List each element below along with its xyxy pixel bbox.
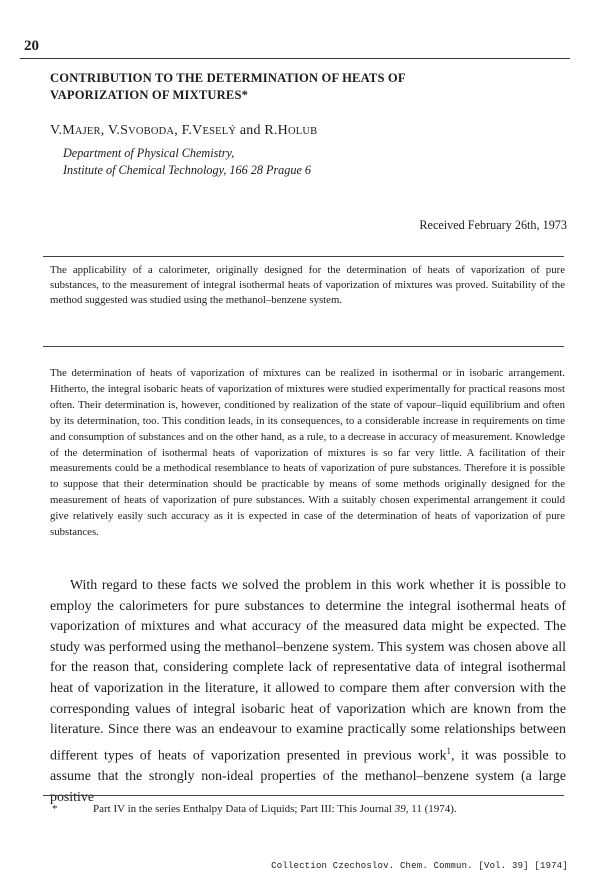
footnote-volume: 39 xyxy=(394,803,406,815)
footnote-text: Part IV in the series Enthalpy Data of Liquids; Part III: This Journal xyxy=(93,803,395,815)
received-date: Received February 26th, 1973 xyxy=(419,218,567,232)
affiliation-institute: Institute of Chemical Technology, 166 28 Prague 6 xyxy=(63,163,312,177)
header-rule xyxy=(20,58,570,59)
footnote-rule xyxy=(43,795,564,796)
body-text-continued: , it was possible to assume that the strongly non-ideal properties of the methanol–benzene system (a large positive xyxy=(50,748,566,805)
introduction-paragraph: The determination of heats of vaporization of mixtures can be realized in isothermal or in isobaric arrangement. Hitherto, the integral isobaric heats of vaporization of mixtures were studied experimentally for practical reasons most often. Their determination is, however, conditioned by realization of the state of vapour–liquid equilibrium and often by its determination, too. This condition leads, in its consequences, to a considerable increase in requirements on time and consumption of substances and on the other hand, as a rule, to a decrease in accuracy of measurement. Knowledge of the determination of isothermal heats of vaporization of mixtures is so far very little. A facilitation of their measurements could be a methodical resemblance to heats of vaporization of pure substances. Therefore it is possible to suppose that their determination should be practicable by means of some methods originally designed for the measurement of heats of vaporization of pure substances. With a suitably chosen experimental arrangement it could give relatively easily such accuracy as it is expected in case of the determination of heats of vaporization of pure substances. xyxy=(50,367,565,539)
reference-marker: 1 xyxy=(446,745,452,756)
journal-citation: Collection Czechoslov. Chem. Commun. [Vol. 39] [1974] xyxy=(271,861,568,871)
article-title: CONTRIBUTION TO THE DETERMINATION OF HEATS OF VAPORIZATION OF MIXTURES* xyxy=(50,71,406,102)
body-paragraph xyxy=(50,576,566,808)
footnote-mark: * xyxy=(52,803,58,815)
body-text: With regard to these facts we solved the problem in this work whether it is possible to employ the calorimeters for pure substances to determine the integral isothermal heats of vaporization of mixtures and what accuracy of the measured data might be expected. The study was performed using the methanol–benzene system. This system was chosen above all for the reason that, considering complete lack of representative data of integral isothermal heat of vaporization in the literature, it allowed to compare them after conversion with the corresponding values of integral isobaric heat of vaporization which are known from the literature. Since there was an endeavour to examine practically some relationships between different types of heats of vaporization presented in previous work xyxy=(50,578,566,764)
page-number: 20 xyxy=(24,38,39,54)
affiliation-department: Department of Physical Chemistry, xyxy=(63,146,235,160)
abstract-rule-top xyxy=(43,256,564,257)
abstract-rule-bottom xyxy=(43,346,564,347)
abstract: The applicability of a calorimeter, originally designed for the determination of heats of vaporization of pure substances, to the measurement of integral isothermal heats of vaporization of mixtures was proved. Suitability of the method suggested was studied using the methanol–benzene system. xyxy=(50,264,565,307)
footnote xyxy=(93,803,457,815)
footnote-text-end: , 11 (1974). xyxy=(405,803,457,815)
affiliation xyxy=(63,145,311,179)
author-list: V.MAJER, V.SVOBODA, F.VESELÝ and R.HOLUB xyxy=(50,123,318,138)
